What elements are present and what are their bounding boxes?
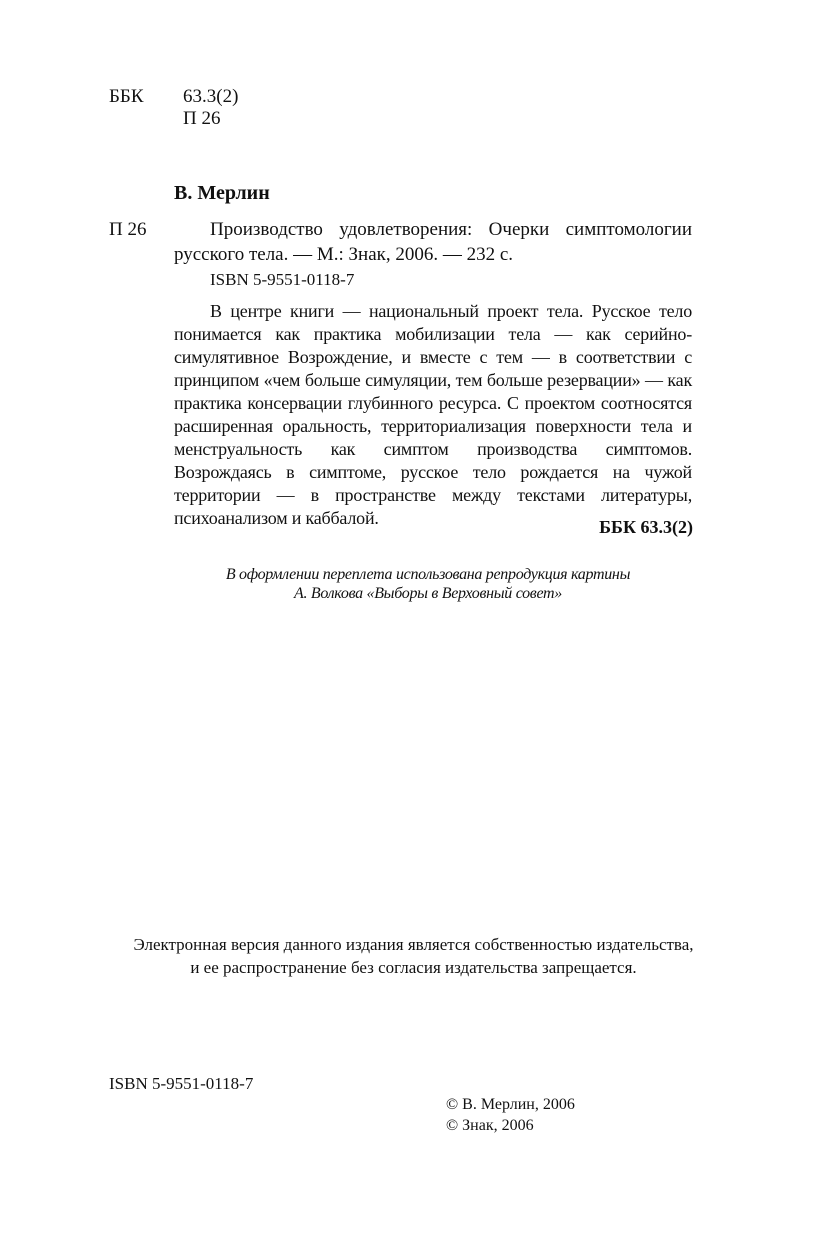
cover-note-line-2: А. Волкова «Выборы в Верховный совет» (293, 585, 563, 602)
bbk-code: 63.3(2) (183, 86, 239, 107)
bbk-codes (183, 86, 238, 130)
annotation-text: В центре книги — национальный проект тела. Русское тело понимается как практика мобилизации тела — как серийно-симулятивное Возрождение, и вместе с тем — в соответствии с принципом «чем больше симуляции, тем больше резервации» — как практика консервации глубинного ресурса. С проектом соотносятся расширенная оральность, территориализация поверхности тела и менструальность как симптом производства симптомов. Возрождаясь в симптоме, русское тело рождается на чужой территории — в пространстве между текстами литературы, психоанализом и каббалой. (174, 301, 692, 528)
cover-note (150, 565, 706, 603)
electronic-note-line-2: и ее распространение без согласия издательства запрещается. (190, 958, 637, 977)
copyright-block (446, 1094, 575, 1136)
cover-note-line-1: В оформлении переплета использована репродукция картины (225, 566, 631, 583)
copyright-publisher: © Знак, 2006 (446, 1117, 534, 1134)
electronic-version-note (60, 933, 767, 979)
catalog-mark: П 26 (109, 219, 147, 240)
electronic-note-line-1: Электронная версия данного издания является собственностью издательства, (133, 935, 694, 954)
bbk-label: ББК (109, 86, 144, 107)
copyright-author: © В. Мерлин, 2006 (446, 1096, 575, 1113)
isbn-bottom: ISBN 5-9551-0118-7 (109, 1074, 254, 1093)
isbn-top: ISBN 5-9551-0118-7 (210, 270, 355, 289)
bbk-classification: ББК 63.3(2) (599, 517, 693, 537)
author-name: В. Мерлин (174, 182, 270, 204)
bbk-author-mark: П 26 (183, 108, 221, 129)
bibliographic-description: Производство удовлетворения: Очерки симптомологии русского тела. — М.: Знак, 2006. — 232 с. (174, 219, 692, 265)
